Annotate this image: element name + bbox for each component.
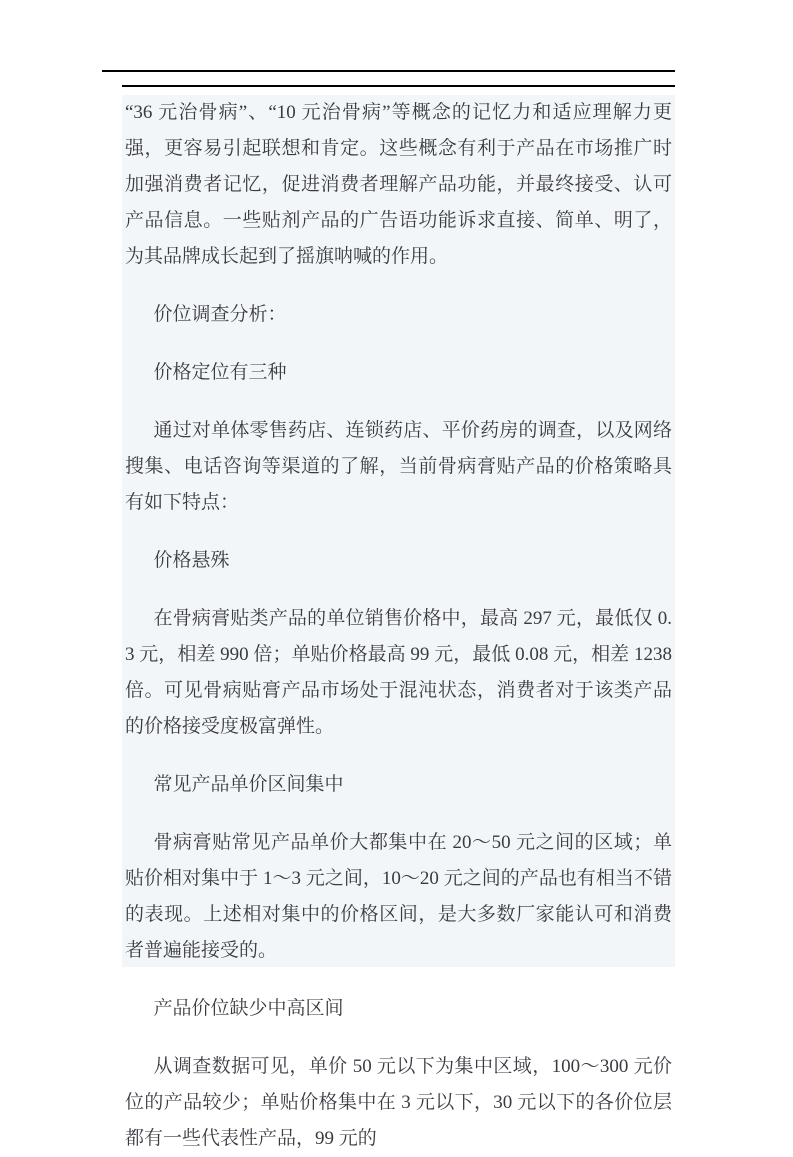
paragraph-subheading: 价格悬殊: [153, 550, 230, 571]
page-top-rule: [102, 70, 675, 72]
paragraph: 通过对单体零售药店、连锁药店、平价药房的调查，以及网络搜集、电话咨询等渠道的了解，当前骨病膏贴产品的价格策略具有如下特点：: [125, 420, 672, 513]
paragraph: 骨病膏贴常见产品单价大都集中在 20～50 元之间的区域；单贴价相对集中于 1～3 元之间，10～20 元之间的产品也有相当不错的表现。上述相对集中的价格区间，是大多数厂家能认可和消费者普遍能接受的。: [125, 832, 672, 961]
content-top-rule: [122, 85, 675, 87]
paragraph-subheading: 产品价位缺少中高区间: [153, 998, 344, 1019]
paragraph: “36 元治骨病”、“10 元治骨病”等概念的记忆力和适应理解力更强，更容易引起联想和肯定。这些概念有利于产品在市场推广时加强消费者记忆，促进消费者理解产品功能，并最终接受、认可产品信息。一些贴剂产品的广告语功能诉求直接、简单、明了，为其品牌成长起到了摇旗呐喊的作用。: [125, 102, 672, 267]
paragraph-subheading: 常见产品单价区间集中: [153, 774, 344, 795]
article-body: [122, 95, 675, 1149]
paragraph: 从调查数据可见，单价 50 元以下为集中区域，100～300 元价位的产品较少；单贴价格集中在 3 元以下，30 元以下的各价位层都有一些代表性产品，99 元的: [125, 1056, 672, 1149]
paragraph-subheading: 价格定位有三种: [153, 362, 287, 383]
paragraph-subheading: 价位调查分析：: [153, 304, 287, 325]
paragraph: 在骨病膏贴类产品的单位销售价格中，最高 297 元，最低仅 0.3 元，相差 990 倍；单贴价格最高 99 元，最低 0.08 元，相差 1238 倍。可见骨病贴膏产品市场处于混沌状态，消费者对于该类产品的价格接受度极富弹性。: [125, 608, 672, 737]
